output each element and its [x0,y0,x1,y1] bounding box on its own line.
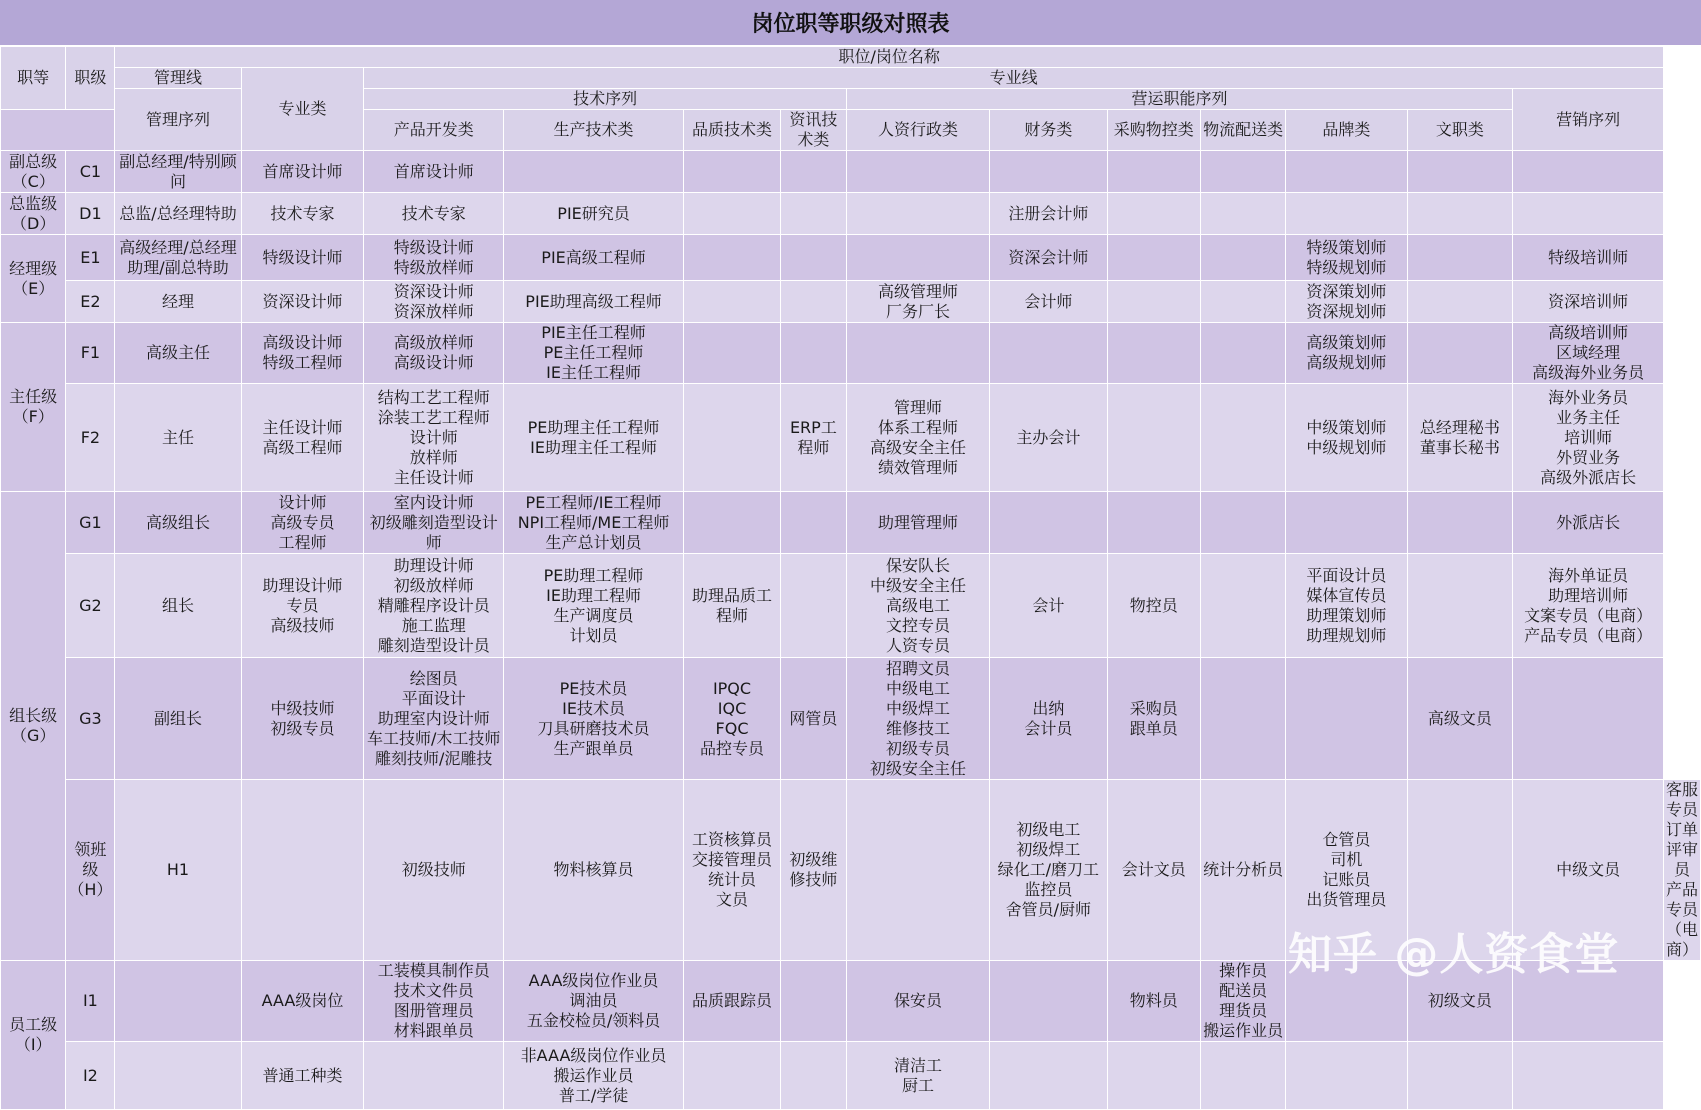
level-cell: I2 [66,1042,115,1110]
position-cell [1286,492,1407,554]
position-cell-text: 技术专家 [270,203,335,223]
position-cell [1513,384,1664,492]
position-cell-text: 首席设计师 [262,161,343,181]
position-cell [364,658,504,780]
table-row [1,658,1701,780]
grade-cell: 副总级（C） [1,151,66,193]
position-cell [364,554,504,658]
position-cell [846,658,989,780]
position-cell [846,323,989,384]
position-cell [780,193,846,235]
position-cell [846,235,989,281]
position-cell [1407,151,1513,193]
level-cell: I1 [66,961,115,1042]
position-cell-text: 平面设计员 媒体宣传员 助理策划师 助理规划师 [1306,565,1387,645]
level-cell: F1 [66,323,115,384]
position-cell [846,151,989,193]
position-cell [1407,554,1513,658]
position-cell [684,780,781,961]
position-cell-text: 特级设计师 [262,247,343,267]
position-cell-text: 高级策划师 高级规划师 [1306,333,1387,372]
position-cell [780,1042,846,1110]
position-cell [684,492,781,554]
position-cell [1407,281,1513,323]
position-cell-text: 保安队长 中级安全主任 高级电工 文控专员 人资专员 [869,555,966,655]
position-cell-text: 结构工艺工程师 涂装工艺工程师 设计师 放样师 主任设计师 [377,387,490,487]
position-cell [1513,554,1664,658]
position-cell [684,235,781,281]
position-cell-text: 高级培训师 区域经理 高级海外业务员 [1532,323,1645,382]
position-cell [504,193,684,235]
position-cell-text: 管理师 体系工程师 高级安全主任 绩效管理师 [869,397,966,477]
position-cell [684,1042,781,1110]
position-cell [990,384,1108,492]
position-cell [1407,658,1513,780]
position-cell-text: 采购员 跟单员 [1129,698,1178,738]
level-cell: G2 [66,554,115,658]
position-cell [241,1042,364,1110]
position-cell-text: 副组长 [154,708,203,728]
position-cell-text: 初级文员 [1427,991,1492,1010]
level-cell: G1 [66,492,115,554]
position-cell [1407,323,1513,384]
position-cell [115,658,241,780]
position-cell [115,193,241,235]
position-cell [1513,193,1664,235]
position-cell [846,780,989,961]
position-cell-text: PIE助理高级工程师 [525,291,662,311]
position-cell [1107,961,1200,1042]
position-cell-text: 高级文员 [1427,708,1492,728]
header-col-finance: 财务类 [990,110,1108,151]
position-cell-text: 助理设计师 初级放样师 精雕程序设计员 施工监理 雕刻造型设计员 [377,555,490,655]
position-cell-text: PIE研究员 [557,203,630,223]
position-cell [1200,151,1286,193]
position-cell-text: AAA级岗位 [261,991,344,1010]
header-col-production: 生产技术类 [504,110,684,151]
position-cell-text: 出纳 会计员 [1024,698,1073,738]
position-cell [504,151,684,193]
position-cell [1200,281,1286,323]
position-cell-text: 普通工种类 [262,1065,343,1085]
position-cell [504,554,684,658]
header-blank [1,110,115,151]
position-cell [846,384,989,492]
position-cell [1200,492,1286,554]
position-cell [846,193,989,235]
position-cell [780,151,846,193]
position-cell [1407,384,1513,492]
position-cell [364,492,504,554]
position-cell-text: 高级管理师 厂务厂长 [877,281,958,321]
position-cell-text: 中级文员 [1556,860,1621,879]
position-cell [684,151,781,193]
level-cell: G3 [66,658,115,780]
position-cell [1107,323,1200,384]
position-cell [364,780,504,961]
position-cell [241,384,364,492]
position-cell [1107,780,1200,961]
position-cell [115,554,241,658]
position-cell [1513,151,1664,193]
position-cell [1286,554,1407,658]
position-cell-text: 副总经理/特别顾问 [119,151,237,191]
position-cell [684,554,781,658]
position-cell-text: 首席设计师 [393,161,474,181]
position-cell [1286,151,1407,193]
position-cell [241,658,364,780]
position-cell [241,323,364,384]
position-cell [1200,384,1286,492]
position-cell-text: 中级技师 初级专员 [270,698,335,738]
position-cell [364,323,504,384]
position-cell [364,193,504,235]
position-cell [241,780,364,961]
position-cell [241,193,364,235]
position-cell-text: 助理设计师 专员 高级技师 [262,575,343,635]
position-cell [780,323,846,384]
position-cell-text: 物料员 [1129,991,1178,1010]
position-cell [780,961,846,1042]
position-cell [990,492,1108,554]
position-cell [1286,658,1407,780]
position-cell [780,780,846,961]
position-cell [1200,961,1286,1042]
position-cell [990,235,1108,281]
position-cell [364,281,504,323]
position-cell [780,658,846,780]
position-cell-text: 非AAA级岗位作业员 搬运作业员 普工/学徒 [520,1045,667,1105]
table-row [1,554,1701,658]
position-cell-text: 会计师 [1024,291,1073,311]
grade-cell: 主任级（F） [1,323,66,492]
header-tech-seq: 技术序列 [364,89,846,110]
position-cell [1407,193,1513,235]
position-cell-text: 清洁工 厨工 [893,1055,942,1095]
position-cell-text: 工装模具制作员 技术文件员 图册管理员 材料跟单员 [377,961,490,1040]
position-cell [1407,235,1513,281]
position-cell-text: 主任 [162,427,195,447]
position-cell [1200,780,1286,961]
position-cell [780,281,846,323]
position-cell [1107,384,1200,492]
position-cell [241,281,364,323]
position-cell [1107,193,1200,235]
position-cell [1107,151,1200,193]
position-cell-text: 资深会计师 [1008,247,1089,267]
header-col-quality: 品质技术类 [684,110,781,151]
position-cell [846,961,989,1042]
position-cell [1513,235,1664,281]
position-cell [364,151,504,193]
position-cell [684,658,781,780]
position-cell [1107,492,1200,554]
position-cell-text: 外派店长 [1556,512,1621,532]
position-cell [1200,658,1286,780]
position-cell-text: AAA级岗位作业员 调油员 五金校检员/领料员 [526,971,661,1030]
position-cell [504,235,684,281]
position-cell [1286,384,1407,492]
watermark: 知乎 @人资食堂 [1288,929,1620,980]
position-cell [684,323,781,384]
position-cell [115,1042,241,1110]
table-row [1,151,1701,193]
position-cell-text: 特级培训师 [1548,247,1629,267]
position-cell-text: IPQC IQC FQC 品控专员 [700,678,765,758]
position-cell [1407,1042,1513,1110]
table-row [1,235,1701,281]
header-ops-seq: 营运职能序列 [846,89,1512,110]
level-cell: C1 [66,151,115,193]
position-cell-text: 资深培训师 [1548,291,1629,311]
position-cell [115,235,241,281]
position-cell-text: 总经理秘书 董事长秘书 [1419,417,1500,457]
position-cell-text: ERP工程师 [789,417,837,457]
table-row [1,193,1701,235]
position-cell-text: 会计文员 [1121,860,1186,879]
position-cell [780,235,846,281]
position-cell [364,1042,504,1110]
position-cell [780,554,846,658]
position-cell-text: 海外业务员 业务主任 培训师 外贸业务 高级外派店长 [1540,387,1637,487]
table-row [1,1042,1701,1110]
table-row [1,384,1701,492]
header-col-it: 资讯技术类 [780,110,846,151]
position-cell-text: 组长 [162,595,195,615]
position-cell-text: 资深设计师 [262,291,343,311]
grade-cell: 员工级（I） [1,961,66,1110]
position-cell-text: 操作员 配送员 理货员 搬运作业员 [1203,961,1284,1040]
level-cell: D1 [66,193,115,235]
position-cell [241,235,364,281]
level-cell: E1 [66,235,115,281]
position-cell [364,384,504,492]
position-cell-text: 室内设计师 初级雕刻造型设计师 [369,492,498,552]
position-cell [1107,1042,1200,1110]
header-col-clerical: 文职类 [1407,110,1513,151]
position-cell [990,1042,1108,1110]
position-cell [1107,554,1200,658]
position-cell [1513,1042,1664,1110]
position-cell [1513,281,1664,323]
header-col-purchasing: 采购物控类 [1107,110,1200,151]
position-cell [1107,658,1200,780]
header-sales-seq: 营销序列 [1513,89,1664,151]
position-cell [504,492,684,554]
position-cell [990,554,1108,658]
position-cell-text: 助理管理师 [877,512,958,532]
header-col-logistics: 物流配送类 [1200,110,1286,151]
position-cell-text: 物控员 [1129,595,1178,615]
position-cell-text: 注册会计师 [1008,203,1089,223]
position-cell [504,780,684,961]
position-cell [364,235,504,281]
position-cell [1286,323,1407,384]
position-cell [241,492,364,554]
position-cell-text: 物料核算员 [553,860,634,879]
position-cell [241,961,364,1042]
header-col-brand: 品牌类 [1286,110,1407,151]
position-cell-text: 招聘文员 中级电工 中级焊工 维修技工 初级专员 初级安全主任 [869,658,966,778]
header-grade: 职等 [1,47,66,110]
position-cell [780,384,846,492]
table-row [1,492,1701,554]
position-cell [684,384,781,492]
position-cell [990,281,1108,323]
header-prof-class: 专业类 [241,68,364,151]
position-cell-text: 资深设计师 资深放样师 [393,281,474,321]
position-cell [115,492,241,554]
position-cell [1200,554,1286,658]
level-cell: E2 [66,281,115,323]
position-cell [1286,193,1407,235]
position-cell [990,961,1108,1042]
position-cell-text: 初级电工 初级焊工 绿化工/磨刀工 监控员 舍管员/厨师 [997,820,1100,919]
position-cell [504,323,684,384]
position-cell [1513,323,1664,384]
position-cell-text: 设计师 高级专员 工程师 [270,492,335,552]
header-position-name: 职位/岗位名称 [115,47,1664,68]
position-cell-text: 高级主任 [146,343,211,362]
position-cell-text: 总监/总经理特助 [119,203,237,223]
position-cell [684,193,781,235]
position-cell-text: 仓管员 司机 记账员 出货管理员 [1306,830,1387,909]
position-cell [1513,492,1664,554]
position-cell [1286,1042,1407,1110]
position-cell-text: 海外单证员 助理培训师 文案专员（电商） 产品专员（电商） [1524,565,1653,645]
grade-cell: 总监级（D） [1,193,66,235]
position-cell-text: 主任设计师 高级工程师 [262,417,343,457]
position-cell [990,151,1108,193]
position-cell-text: 助理品质工程师 [692,585,773,625]
position-cell-text: 高级组长 [146,512,211,532]
position-cell-text: 高级放样师 高级设计师 [393,333,474,372]
position-cell [504,1042,684,1110]
header-mgmt-line: 管理线 [115,68,241,89]
position-cell [115,151,241,193]
position-cell-text: 保安员 [893,991,942,1010]
position-cell-text: PE助理工程师 IE助理工程师 生产调度员 计划员 [543,565,644,645]
position-cell [990,780,1108,961]
position-cell [115,961,241,1042]
position-cell [115,323,241,384]
position-cell [684,281,781,323]
level-cell: H1 [115,780,241,961]
position-cell [1200,235,1286,281]
position-cell-text: 会计 [1032,595,1065,615]
position-cell-text: 特级策划师 特级规划师 [1306,237,1387,277]
position-cell-text: 资深策划师 资深规划师 [1306,281,1387,321]
position-cell-text: 技术专家 [401,203,466,223]
position-cell-text: PIE高级工程师 [541,247,646,267]
position-cell-text: 初级维修技师 [789,850,838,889]
position-cell [504,961,684,1042]
position-cell [504,658,684,780]
header-col-hr: 人资行政类 [846,110,989,151]
grade-cell: 经理级（E） [1,235,66,323]
position-cell [115,384,241,492]
position-cell-text: 工资核算员 交接管理员 统计员 文员 [692,830,773,909]
table-row [1,281,1701,323]
position-cell-text: PE技术员 IE技术员 刀具研磨技术员 生产跟单员 [537,678,650,758]
position-cell [1200,193,1286,235]
header-col-product: 产品开发类 [364,110,504,151]
grade-cell: 领班级（H） [66,780,115,961]
position-cell [1107,235,1200,281]
table-row [1,323,1701,384]
position-cell-text: 中级策划师 中级规划师 [1306,417,1387,457]
position-cell [364,961,504,1042]
position-cell [115,281,241,323]
position-cell [504,384,684,492]
position-cell-text: 客服专员 订单评审员 产品专员（电商） [1666,780,1698,959]
position-cell [1286,281,1407,323]
position-cell [1513,658,1664,780]
position-cell [504,281,684,323]
position-cell-text: 统计分析员 [1203,860,1284,879]
position-cell-text: 网管员 [789,708,838,728]
position-cell [846,554,989,658]
position-cell-text: PE工程师/IE工程师 NPI工程师/ME工程师 生产总计划员 [517,492,670,552]
position-cell [241,151,364,193]
position-cell [780,492,846,554]
grade-cell: 组长级（G） [1,492,66,961]
position-cell [1200,1042,1286,1110]
position-cell-text: 特级设计师 特级放样师 [393,237,474,277]
position-cell [990,193,1108,235]
header-mgmt-seq: 管理序列 [115,89,241,151]
position-cell [990,323,1108,384]
position-cell [241,554,364,658]
position-cell [1107,281,1200,323]
position-cell-text: 经理 [162,291,195,311]
position-cell [1286,235,1407,281]
position-cell [1200,323,1286,384]
position-cell-text: PIE主任工程师 PE主任工程师 IE主任工程师 [541,323,646,382]
position-cell [846,492,989,554]
header-prof-line: 专业线 [364,68,1664,89]
position-cell-text: 高级设计师 特级工程师 [262,333,343,372]
position-cell-text: 初级技师 [401,860,466,879]
position-cell-text: 高级经理/总经理助理/副总特助 [119,237,237,277]
position-cell-text: 绘图员 平面设计 助理室内设计师 车工技师/木工技师 雕刻技师/泥雕技 [367,668,501,768]
position-cell [846,1042,989,1110]
position-cell [684,961,781,1042]
position-cell [1407,492,1513,554]
position-cell-text: 主办会计 [1016,427,1081,447]
position-cell [1664,780,1701,961]
position-cell-text: 品质跟踪员 [692,991,773,1010]
header-level: 职级 [66,47,115,110]
position-cell [846,281,989,323]
page-title: 岗位职等职级对照表 [0,0,1701,46]
position-cell [990,658,1108,780]
position-cell-text: PE助理主任工程师 IE助理主任工程师 [527,417,660,457]
level-cell: F2 [66,384,115,492]
